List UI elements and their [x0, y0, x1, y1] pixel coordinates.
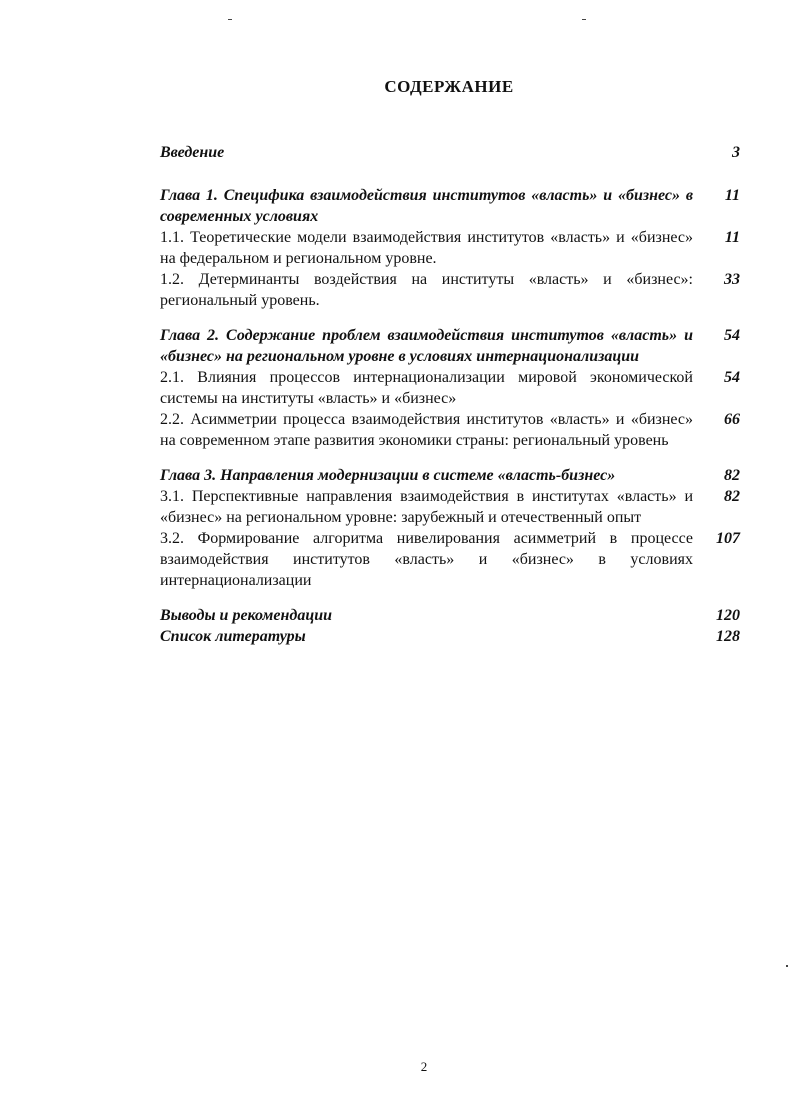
toc-entry-page: 82	[724, 488, 740, 505]
toc-entry-text: Список литературы	[160, 628, 306, 645]
toc-entry-chapter-2[interactable]	[160, 325, 740, 367]
toc-entry-page: 66	[724, 411, 740, 428]
toc-entry-page: 107	[716, 530, 740, 547]
toc-entry-page: 33	[724, 271, 740, 288]
toc-entry-section-2-1[interactable]	[160, 367, 740, 409]
toc-entry-page: 54	[724, 369, 740, 386]
toc-entry-page: 128	[716, 628, 740, 645]
page-number: 2	[420, 1059, 428, 1074]
toc-entry-text	[160, 227, 693, 269]
scan-mark	[786, 965, 788, 967]
scan-mark	[228, 19, 232, 20]
toc-entry-text: 3.2. Формирование алгоритма нивелирования асимметрий в процессе взаимодействия институтов «власть» и «бизнес» в условиях интернационализации	[160, 530, 693, 589]
toc-entry-page: 120	[716, 607, 740, 624]
toc-entry-section-1-1[interactable]	[160, 227, 740, 269]
table-of-contents	[160, 142, 740, 647]
toc-entry-text: 2.2. Асимметрии процесса взаимодействия институтов «власть» и «бизнес» на современном этапе развития экономики страны: региональный уровень	[160, 411, 693, 449]
toc-entry-page: 3	[732, 144, 740, 161]
toc-entry-references[interactable]	[160, 626, 740, 647]
toc-entry-section-1-2[interactable]	[160, 269, 740, 311]
toc-entry-page: 54	[724, 327, 740, 344]
toc-entry-page: 11	[724, 229, 740, 246]
toc-entry-chapter-1[interactable]	[160, 185, 740, 227]
toc-entry-section-3-1[interactable]	[160, 486, 740, 528]
toc-entry-conclusions[interactable]	[160, 605, 740, 626]
toc-entry-text: Глава 3. Направления модернизации в системе «власть-бизнес»	[160, 467, 616, 484]
toc-entry-page: 82	[724, 467, 740, 484]
toc-entry-intro[interactable]	[160, 142, 740, 163]
toc-entry-text-content: 1.1. Теоретические модели взаимодействия институтов «власть» и «бизнес» на федеральном и региональном уровне.	[160, 229, 693, 267]
toc-entry-text: Выводы и рекомендации	[160, 607, 333, 624]
toc-entry-text: 2.1. Влияния процессов интернационализации мировой экономической системы на институты «власть» и «бизнес»	[160, 369, 693, 407]
toc-entry-text: 3.1. Перспективные направления взаимодействия в институтах «власть» и «бизнес» на региональном уровне: зарубежный и отечественный опыт	[160, 488, 693, 526]
toc-entry-section-3-2[interactable]	[160, 528, 740, 591]
toc-entry-section-2-2[interactable]	[160, 409, 740, 451]
page-title: СОДЕРЖАНИЕ	[384, 77, 514, 96]
toc-entry-text: 1.2. Детерминанты воздействия на институты «власть» и «бизнес»: региональный уровень.	[160, 271, 693, 309]
toc-entry-text: Глава 2. Содержание проблем взаимодействия институтов «власть» и «бизнес» на региональном уровне в условиях интернационализации	[160, 327, 693, 365]
toc-entry-chapter-3[interactable]	[160, 465, 740, 486]
toc-entry-page: 11	[724, 187, 740, 204]
scan-mark	[582, 19, 586, 20]
toc-entry-text: Глава 1. Специфика взаимодействия институтов «власть» и «бизнес» в современных условиях	[160, 187, 693, 225]
toc-entry-text: Введение	[160, 144, 225, 161]
